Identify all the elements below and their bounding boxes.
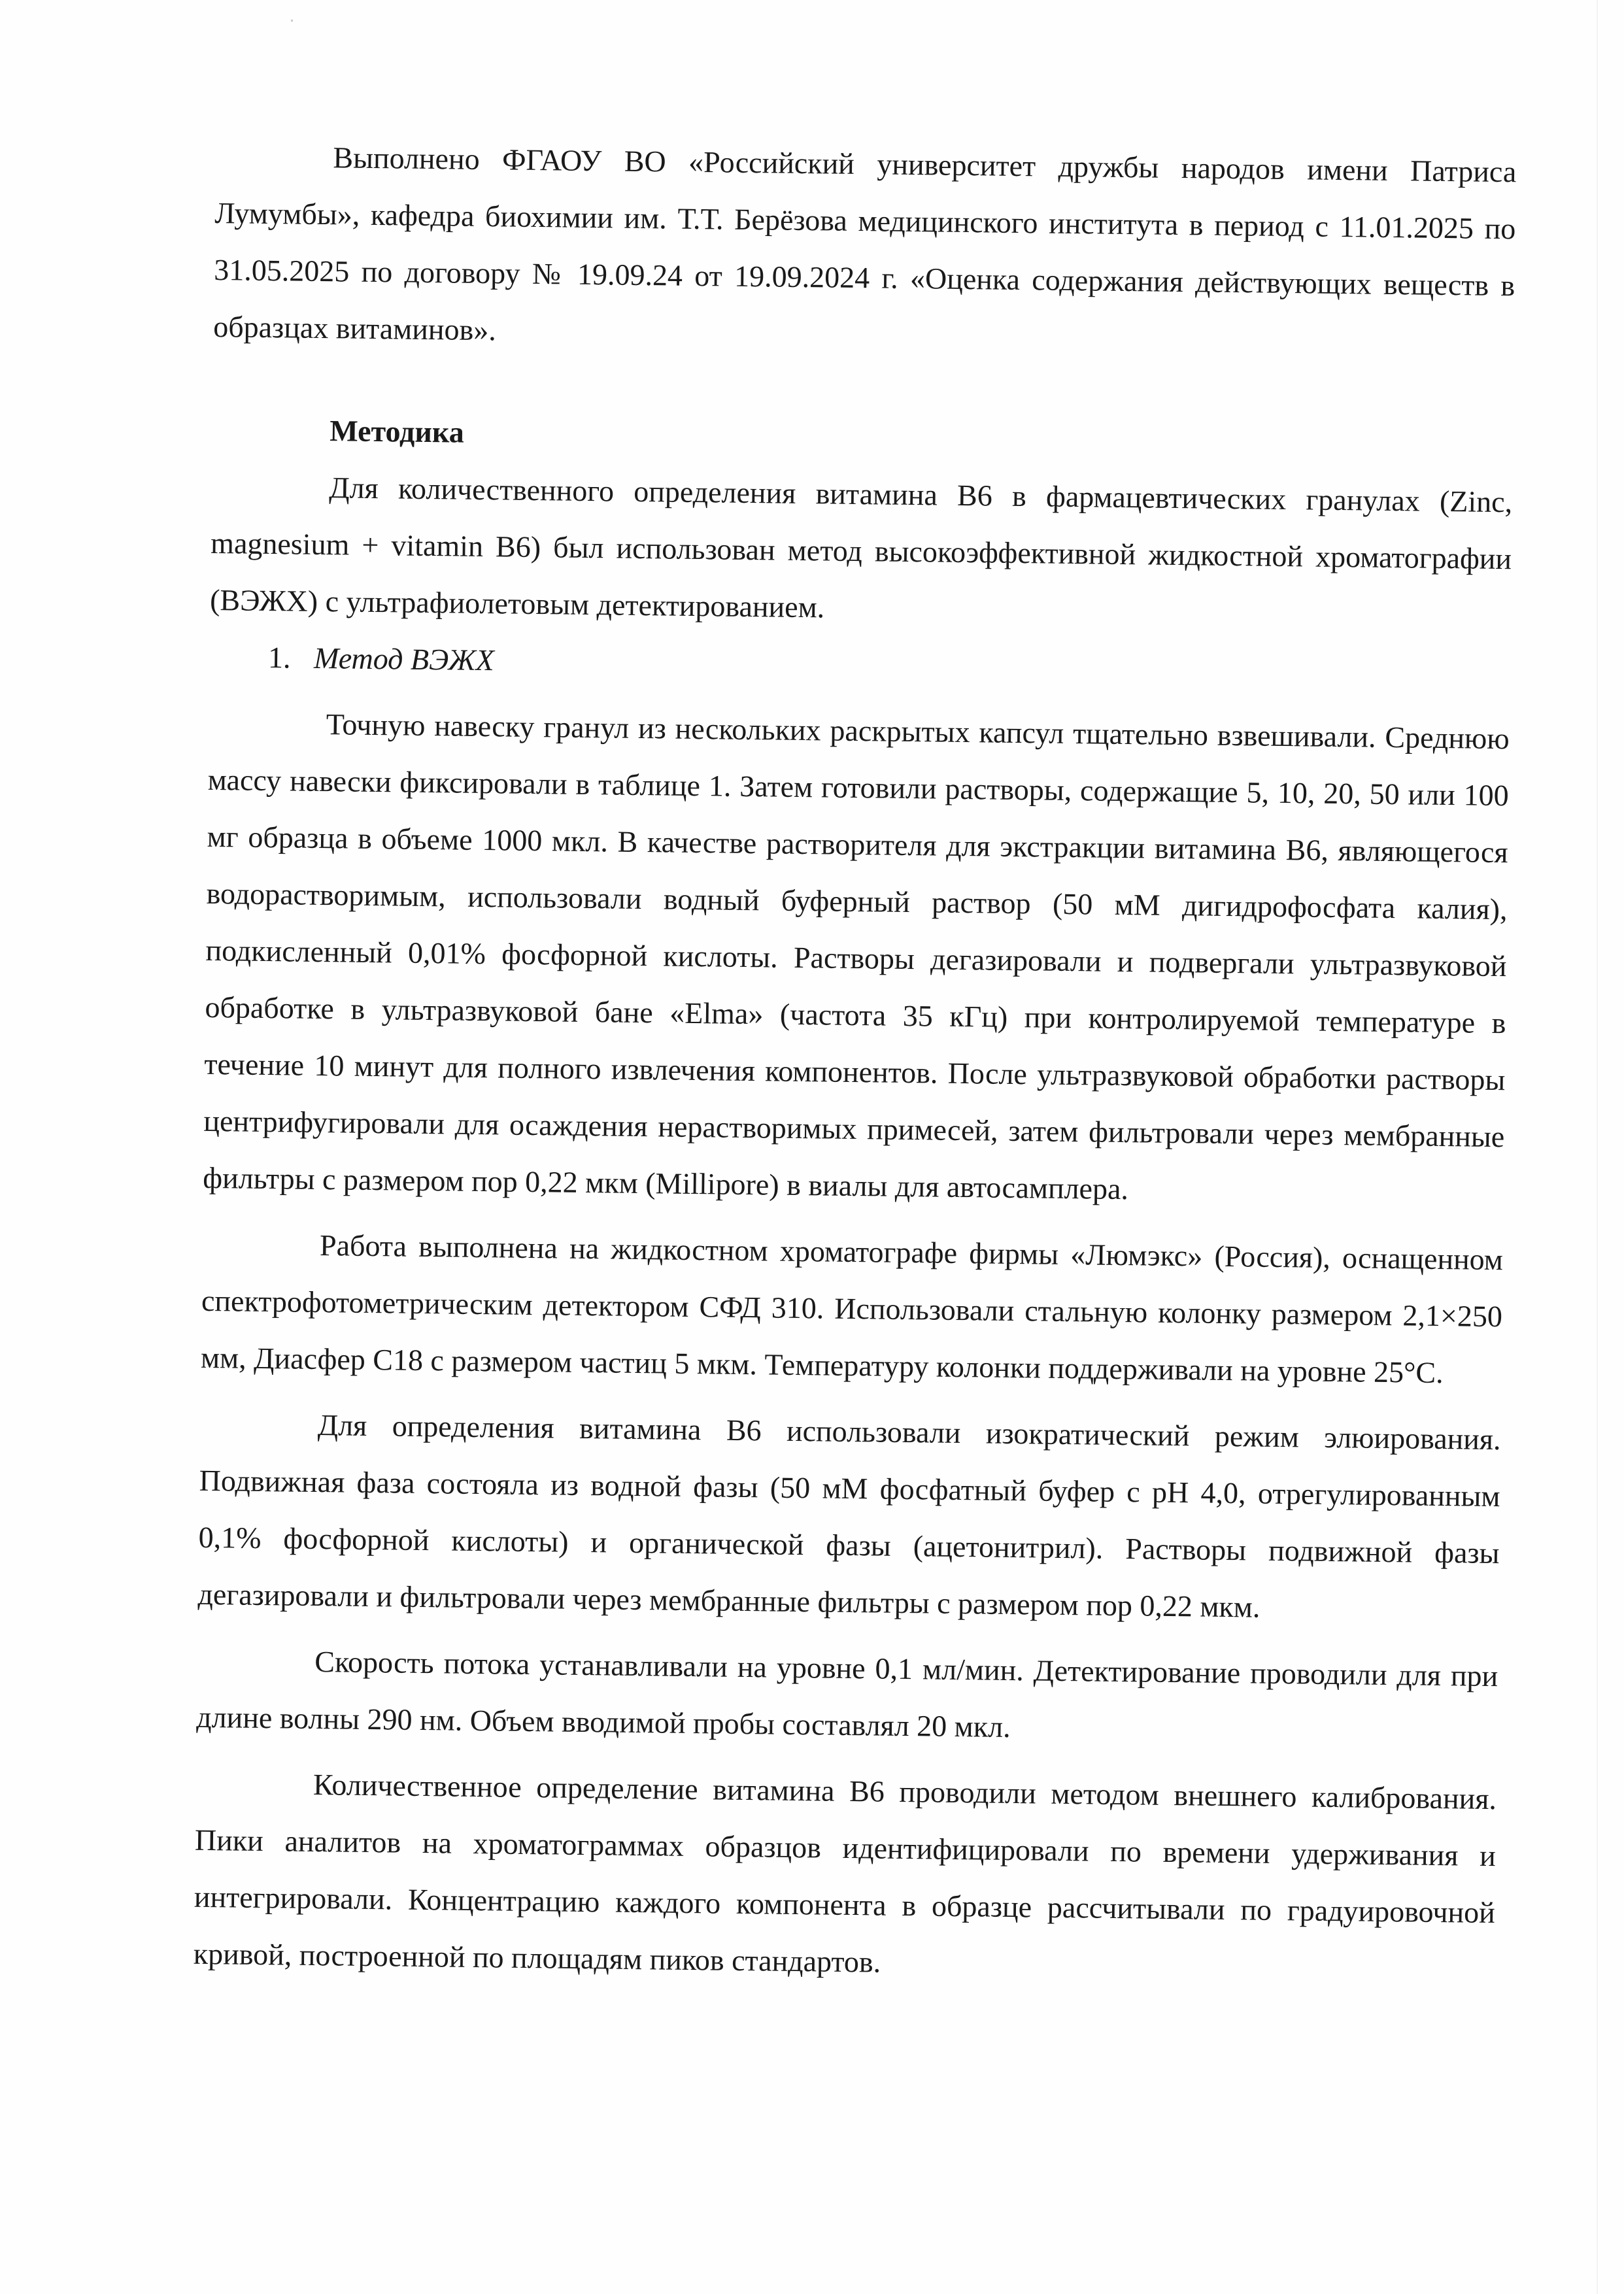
method-paragraph-3: Работа выполнена на жидкостном хроматографе фирмы «Люмэкс» (Россия), оснащенном спектрофотометрическим детектором СФД 310. Использовали стальную колонку размером 2,1×250 мм, Диасфер С18 с размером частиц 5 мкм. Температуру колонки поддерживали на уровне 25°С. bbox=[200, 1228, 1504, 1390]
method-paragraph-5: Скорость потока устанавливали на уровне 0,1 мл/мин. Детектирование проводили для при длине волны 290 нм. Объем вводимой пробы составлял 20 мкл. bbox=[195, 1645, 1498, 1744]
subsection-number: 1. bbox=[267, 641, 291, 675]
method-paragraph-6: Количественное определение витамина В6 проводили методом внешнего калибрования. Пики аналитов на хроматограммах образцов идентифицировали по времени удерживания и интегрировали. Концентрацию каждого компонента в образце рассчитывали по градуировочной кривой, построенной по площадям пиков стандартов. bbox=[193, 1768, 1497, 1979]
method-paragraph-1: Для количественного определения витамина В6 в фармацевтических гранулах (Zinc, magnesium + vitamin B6) был использован метод высокоэффективной жидкостной хроматографии (ВЭЖХ) с ультрафиолетовым детектированием. bbox=[209, 471, 1513, 624]
intro-paragraph: Выполнено ФГАОУ ВО «Российский университет дружбы народов имени Патриса Лумумбы», кафедра биохимии им. Т.Т. Берёзова медицинского института в период с 11.01.2025 по 31.05.2025 по договору № 19.09.24 от 19.09.2024 г. «Оценка содержания действующих веществ в образцах витаминов». bbox=[212, 141, 1517, 347]
document-body bbox=[193, 127, 1517, 1998]
scan-speck bbox=[291, 20, 293, 22]
subsection-title: Метод ВЭЖХ bbox=[313, 641, 495, 677]
section-heading: Методика bbox=[330, 414, 465, 449]
page-edge bbox=[1597, 0, 1598, 2294]
method-paragraph-4: Для определения витамина В6 использовали изократический режим элюирования. Подвижная фаза состояла из водной фазы (50 мМ фосфатный буфер с pH 4,0, отрегулированным 0,1% фосфорной кислоты) и органической фазы (ацетонитрил). Растворы подвижной фазы дегазировали и фильтровали через мембранные фильтры с размером пор 0,22 мкм. bbox=[197, 1408, 1501, 1624]
method-paragraph-2: Точную навеску гранул из нескольких раскрытых капсул тщательно взвешивали. Среднюю массу навески фиксировали в таблице 1. Затем готовили растворы, содержащие 5, 10, 20, 50 или 100 мг образца в объеме 1000 мкл. В качестве растворителя для экстракции витамина В6, являющегося водорастворимым, использовали водный буферный раствор (50 мМ дигидрофосфата калия), подкисленный 0,01% фосфорной кислоты. Растворы дегазировали и подвергали ультразвуковой обработке в ультразвуковой бане «Elma» (частота 35 кГц) при контролируемой температуре в течение 10 минут для полного извлечения компонентов. После ультразвуковой обработки растворы центрифугировали для осаждения нерастворимых примесей, затем фильтровали через мембранные фильтры с размером пор 0,22 мкм (Millipore) в виалы для автосамплера. bbox=[203, 707, 1510, 1206]
